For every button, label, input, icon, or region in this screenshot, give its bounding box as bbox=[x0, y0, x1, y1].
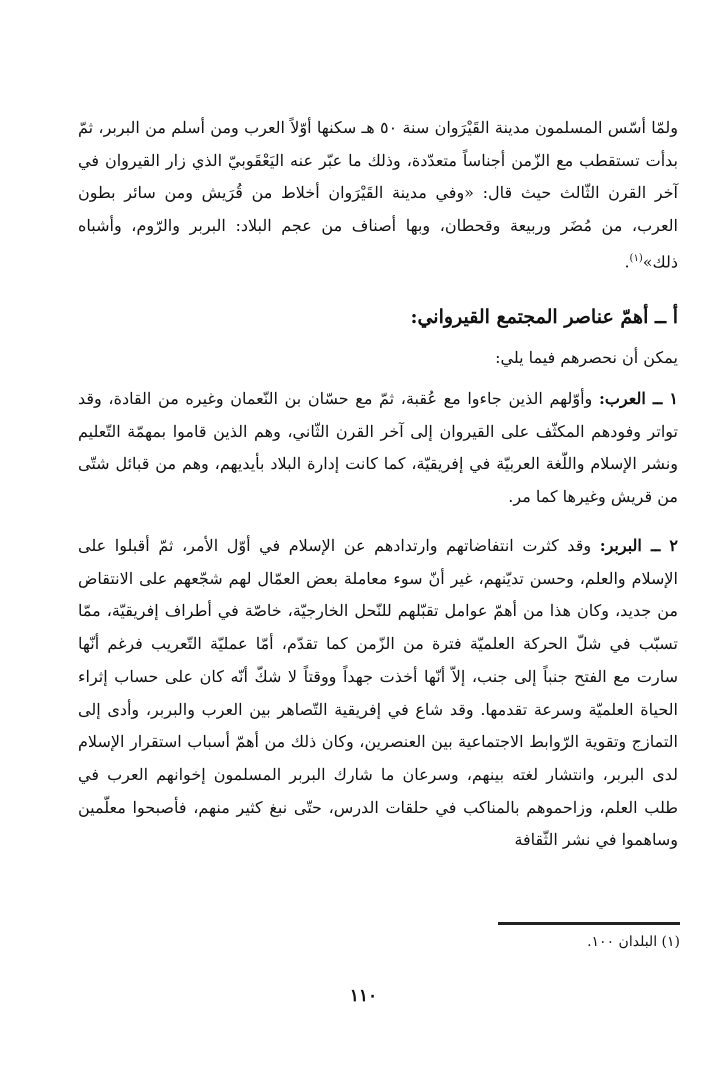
arabs-text: وأوّلهم الذين جاءوا مع عُقبة، ثمّ مع حسّان بن النّعمان وغيره من القادة، وقد تواتر وفودهم المكثّف على القيروان إلى آخر القرن الثّاني، وهم الذين قاموا بمهمّة التّعليم ونشر الإسلام واللّغة العربيّة في إفريقيّة، كما كانت إدارة البلاد بأيديهم، وهم من قبائل شتّى من قريش وغيرها كما مر. bbox=[78, 389, 678, 507]
lead-paragraph bbox=[78, 342, 678, 375]
page-number: ١١٠ bbox=[349, 986, 378, 1006]
footnote: (١) البلدان ١٠٠. bbox=[587, 934, 680, 950]
arabs-paragraph bbox=[78, 383, 678, 514]
intro-text: ولمّا أسّس المسلمون مدينة القَيْرَوان سنة ٥٠ هـ سكنها أوّلاً العرب ومن أسلم من البربر، ثمّ بدأت تستقطب مع الزّمن أجناساً متعدّدة، وذلك ما عبّر عنه اليَعْقَوبيّ الذي زار القيروان في آخر القرن الثّالث حيث قال: «وفي مدينة القَيْرَوان أخلاط من قُرَيش ومن سائر بطون العرب، من مُضَر وربيعة وقحطان، وبها أصناف من عجم البلاد: البربر والرّوم، وأشباه ذلك» bbox=[78, 118, 679, 272]
footnote-reference: (١) bbox=[629, 252, 643, 264]
berbers-text: وقد كثرت انتفاضاتهم وارتدادهم عن الإسلام في أوّل الأمر، ثمّ أقبلوا على الإسلام والعلم، وحسن تديّنهم، غير أنّ سوء معاملة بعض العمّال لهم شجّعهم على الانتقاض من جديد، وكان هذا من أهمّ عوامل تقبّلهم للنّحل الخارجيّة، خاصّة في أطراف إفريقيّة، ممّا تسبّب في شلّ الحركة العلميّة فترة من الزّمن كما تقدّم، أمّا عمليّة التّعريب فرغم أنّها سارت مع الفتح جنباً إلى جنب، إلاّ أنّها أخذت جهداً ووقتاً لا شكّ أنّه كان على حساب إثراء الحياة العلميّة وسرعة تقدمها. وقد شاع في إفريقية التّصاهر بين العرب والبربر، وأدى إلى التمازج وتقوية الرّوابط الاجتماعية بين العنصرين، وكان ذلك من أهمّ أسباب استقرار الإسلام لدى البربر، وانتشار لغته بينهم، وسرعان ما شارك البربر المسلمون إخوانهم العرب في طلب العلم، وزاحموهم بالمناكب في حلقات الدرس، حتّى نبغ كثير منهم، فأصبحوا معلّمين وساهموا في نشر الثّقافة bbox=[78, 536, 679, 850]
berbers-paragraph bbox=[78, 530, 678, 857]
berbers-label: ٢ ــ البربر: bbox=[599, 536, 678, 555]
arabs-label: ١ ــ العرب: bbox=[598, 389, 679, 408]
intro-paragraph: ولمّا أسّس المسلمون مدينة القَيْرَوان سنة ٥٠ هـ سكنها أوّلاً العرب ومن أسلم من البربر، ثمّ بدأت تستقطب مع الزّمن أجناساً متعدّدة، وذلك ما عبّر عنه اليَعْقَوبيّ الذي زار القيروان في آخر القرن الثّالث حيث قال: «وفي مدينة القَيْرَوان أخلاط من قُرَيش ومن سائر بطون العرب، من مُضَر وربيعة وقحطان، وبها أصناف من عجم البلاد: البربر والرّوم، وأشباه ذلك»$^{(١)}$. bbox=[78, 118, 679, 272]
section-heading: أ ــ أهمّ عناصر المجتمع القيرواني: bbox=[410, 306, 678, 328]
footnote-divider bbox=[498, 922, 680, 925]
lead-text: يمكن أن نحصرهم فيما يلي: bbox=[495, 348, 678, 367]
